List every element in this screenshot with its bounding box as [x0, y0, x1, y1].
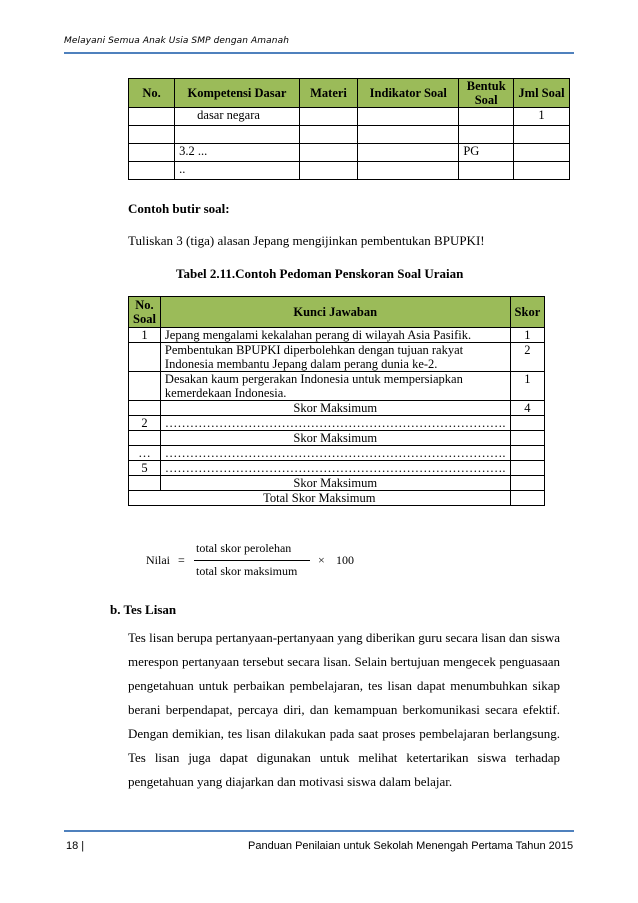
col-skor: Skor	[510, 297, 545, 328]
col-kunci: Kunci Jawaban	[160, 297, 510, 328]
table2-caption: Tabel 2.11.Contoh Pedoman Penskoran Soal Uraian	[176, 266, 464, 281]
cell: …	[129, 446, 161, 461]
table-row	[129, 126, 570, 144]
cell	[510, 446, 545, 461]
cell: Skor Maksimum	[160, 476, 510, 491]
cell	[129, 144, 175, 162]
cell: ……………………………………………………………………….	[160, 461, 510, 476]
cell	[510, 431, 545, 446]
col-jml: Jml Soal	[514, 79, 570, 108]
formula-lhs: Nilai	[146, 553, 170, 567]
col-bentuk: Bentuk Soal	[459, 79, 514, 108]
cell: 3.2 ...	[175, 144, 300, 162]
cell: dasar negara	[175, 108, 300, 126]
table-row	[129, 446, 545, 461]
cell	[129, 343, 161, 372]
footer-rule	[64, 830, 574, 832]
col-kompetensi: Kompetensi Dasar	[175, 79, 300, 108]
formula-times: ×	[318, 553, 325, 567]
cell	[299, 126, 357, 144]
body-line: Tes lisan berupa pertanyaan-pertanyaan yang diberikan guru secara lisan dan siswa	[128, 630, 560, 645]
cell	[129, 431, 161, 446]
cell: 1	[510, 328, 545, 343]
running-header: Melayani Semua Anak Usia SMP dengan Amanah	[64, 36, 289, 46]
cell	[299, 108, 357, 126]
cell	[514, 144, 570, 162]
col-no-soal: No. Soal	[129, 297, 161, 328]
col-indikator: Indikator Soal	[358, 79, 459, 108]
formula-equals: =	[178, 553, 185, 567]
cell	[358, 126, 459, 144]
cell: 1	[510, 372, 545, 401]
cell: Skor Maksimum	[160, 401, 510, 416]
cell	[129, 372, 161, 401]
total-row	[129, 491, 545, 506]
body-line: Tes lisan juga dapat digunakan untuk melihat ketertarikan siswa terhadap	[128, 750, 560, 765]
formula-denominator: total skor maksimum	[196, 564, 298, 578]
body-line: pengetahuan untuk perbaikan pembelajaran, tes lisan dapat menumbuhkan sikap	[128, 678, 560, 693]
cell	[510, 416, 545, 431]
cell	[129, 126, 175, 144]
footer-title: Panduan Penilaian untuk Sekolah Menengah Pertama Tahun 2015	[248, 840, 574, 852]
cell: Desakan kaum pergerakan Indonesia untuk mempersiapkan kemerdekaan Indonesia.	[160, 372, 510, 401]
cell	[175, 126, 300, 144]
cell: Skor Maksimum	[160, 431, 510, 446]
total-label: Total Skor Maksimum	[129, 491, 511, 506]
cell: ……………………………………………………………………….	[160, 446, 510, 461]
page-number: 18 |	[66, 840, 85, 852]
cell: Jepang mengalami kekalahan perang di wilayah Asia Pasifik.	[160, 328, 510, 343]
table-header-row	[129, 79, 570, 108]
cell	[129, 476, 161, 491]
body-line: merespon pertanyaan tersebut secara lisan. Selain bertujuan mengecek penguasaan	[128, 654, 560, 669]
header-rule	[64, 52, 574, 54]
table-row	[129, 461, 545, 476]
table-row	[129, 372, 545, 401]
cell	[129, 108, 175, 126]
table-row	[129, 108, 570, 126]
cell: 2	[129, 416, 161, 431]
scoring-table	[128, 296, 545, 506]
cell	[459, 162, 514, 180]
table-row	[129, 328, 545, 343]
fraction-bar	[194, 560, 310, 561]
cell: PG	[459, 144, 514, 162]
cell: 1	[129, 328, 161, 343]
cell	[129, 401, 161, 416]
cell: 1	[514, 108, 570, 126]
example-heading: Contoh butir soal:	[128, 201, 230, 216]
body-line: pengetahuan yang diajarkan dan motivasi siswa dalam belajar.	[128, 774, 453, 789]
cell	[299, 162, 357, 180]
cell	[358, 108, 459, 126]
cell	[459, 108, 514, 126]
table-header-row	[129, 297, 545, 328]
cell	[358, 162, 459, 180]
example-question: Tuliskan 3 (tiga) alasan Jepang mengijinkan pembentukan BPUPKI!	[128, 233, 485, 248]
cell: ..	[175, 162, 300, 180]
cell	[510, 461, 545, 476]
cell	[129, 162, 175, 180]
cell: 2	[510, 343, 545, 372]
cell	[514, 126, 570, 144]
cell: 4	[510, 401, 545, 416]
col-materi: Materi	[299, 79, 357, 108]
table-row	[129, 162, 570, 180]
formula-multiplier: 100	[336, 553, 354, 567]
table-row	[129, 476, 545, 491]
total-score	[510, 491, 545, 506]
table-row	[129, 144, 570, 162]
section-b-heading: b. Tes Lisan	[110, 602, 177, 617]
table-row	[129, 431, 545, 446]
kisi-kisi-table	[128, 78, 570, 180]
cell	[510, 476, 545, 491]
cell: ……………………………………………………………………….	[160, 416, 510, 431]
table-row	[129, 343, 545, 372]
col-no: No.	[129, 79, 175, 108]
formula-numerator: total skor perolehan	[196, 541, 292, 555]
table-row	[129, 416, 545, 431]
table-row	[129, 401, 545, 416]
cell	[514, 162, 570, 180]
cell	[358, 144, 459, 162]
cell	[459, 126, 514, 144]
cell	[299, 144, 357, 162]
body-line: berani berpendapat, percaya diri, dan kemampuan berkomunikasi secara efektif.	[128, 702, 560, 717]
body-line: Dengan demikian, tes lisan dilakukan pada saat proses pembelajaran berlangsung.	[128, 726, 560, 741]
cell: Pembentukan BPUPKI diperbolehkan dengan tujuan rakyat Indonesia membantu Jepang dalam perang dunia ke-2.	[160, 343, 510, 372]
cell: 5	[129, 461, 161, 476]
